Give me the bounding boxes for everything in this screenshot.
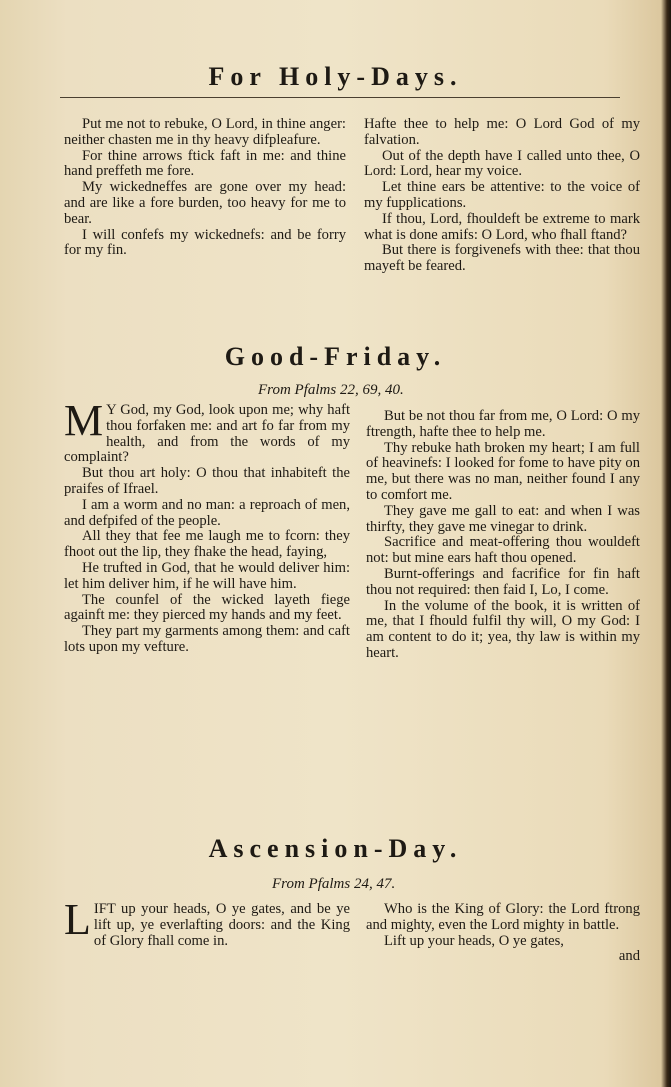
verse: My wickedneffes are gone over my head: and are like a fore burden, too heavy for me to bear.	[64, 179, 346, 227]
heading-holy-days: For Holy-Days.	[208, 62, 463, 91]
verse: But be not thou far from me, O Lord: O my ftrength, hafte thee to help me.	[366, 408, 640, 440]
holy-days-right-column	[364, 117, 640, 275]
verse: But thou art holy: O thou that inhabiteft the praifes of Ifrael.	[64, 465, 350, 497]
heading-good-friday: Good-Friday.	[224, 342, 447, 371]
verse: Thy rebuke hath broken my heart; I am full of heavinefs: I looked for fome to have pity on me, but there was no man, neither found I any to comfort me.	[366, 439, 640, 503]
verse: Who is the King of Glory: the Lord ftrong and mighty, even the Lord mighty in battle.	[366, 901, 640, 933]
verse-text: IFT up your heads, O ye gates, and be ye lift up, ye everlafting doors: and the King of Glory fhall come in.	[93, 901, 350, 949]
catchword: and	[618, 948, 640, 965]
verse	[64, 895, 350, 949]
verse: The counfel of the wicked layeth fiege againft me: they pierced my hands and my feet.	[64, 591, 350, 624]
verse: All they that fee me laugh me to fcorn: they fhoot out the lip, they fhake the head, faying,	[64, 528, 350, 561]
verse: In the volume of the book, it is written of me, that I fhould fulfil thy will, O my God: I am content to do it; yea, thy law is within my heart.	[366, 597, 640, 661]
verse: Hafte thee to help me: O Lord God of my falvation.	[364, 116, 640, 148]
verse: Sacrifice and meat-offering thou wouldeft not: but mine ears haft thou opened.	[366, 534, 640, 567]
verse: Burnt-offerings and facrifice for fin haft thou not required: then faid I, Lo, I come.	[366, 565, 640, 598]
good-friday-right-column	[366, 409, 640, 662]
ascension-left-column	[64, 895, 350, 949]
verse: They gave me gall to eat: and when I was thirfty, they gave me vinegar to drink.	[366, 502, 640, 535]
verse	[64, 396, 350, 466]
heading-ascension-day: Ascension-Day.	[208, 834, 463, 863]
holy-days-left-column	[64, 117, 346, 259]
verse: If thou, Lord, fhouldeft be extreme to mark what is done amifs: O Lord, who fhall ftand?	[364, 210, 640, 243]
drop-cap: L	[64, 895, 91, 944]
verse-text: Y God, my God, look upon me; why haft thou forfaken me: and art fo far from my health, and from the words of my complaint?	[64, 402, 350, 466]
ascension-right-column	[366, 902, 640, 965]
verse: Put me not to rebuke, O Lord, in thine anger: neither chasten me in thy heavy difpleafure.	[64, 116, 346, 148]
verse: He trufted in God, that he would deliver him: let him deliver him, if he will have him.	[64, 559, 350, 592]
heading-rule	[60, 97, 620, 98]
verse: Out of the depth have I called unto thee, O Lord: Lord, hear my voice.	[364, 147, 640, 180]
good-friday-left-column	[64, 396, 350, 656]
verse: I am a worm and no man: a reproach of men, and defpifed of the people.	[64, 496, 350, 529]
psalm-source-good-friday: From Pfalms 22, 69, 40.	[258, 382, 404, 398]
verse: Lift up your heads, O ye gates,	[384, 932, 564, 949]
drop-cap: M	[64, 396, 104, 445]
verse: For thine arrows ftick faft in me: and thine hand preffeth me fore.	[64, 147, 346, 180]
psalm-source-ascension: From Pfalms 24, 47.	[272, 876, 396, 892]
verse: But there is forgivenefs with thee: that thou mayeft be feared.	[364, 242, 640, 275]
page-edge-shadow	[661, 0, 671, 1087]
verse: They part my garments among them: and caft lots upon my vefture.	[64, 623, 350, 655]
verse: I will confefs my wickednefs: and be forry for my fin.	[64, 226, 346, 259]
verse: Let thine ears be attentive: to the voice of my fupplications.	[364, 179, 640, 211]
